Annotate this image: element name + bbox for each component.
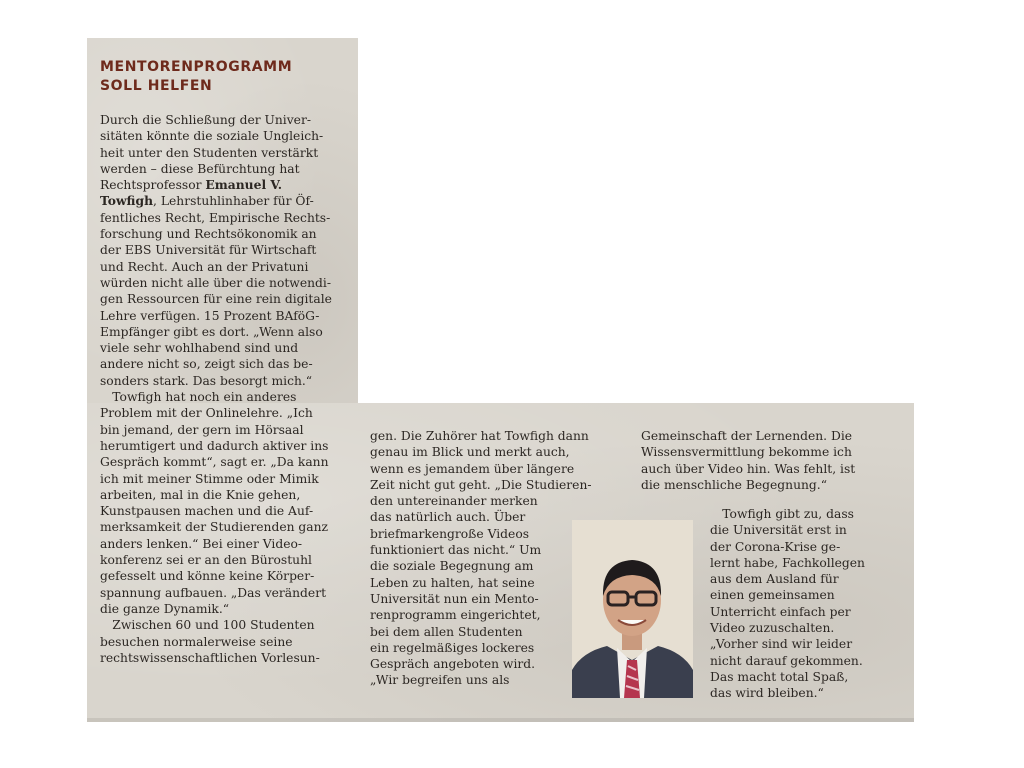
text-line: forschung und Rechtsökonomik an — [100, 227, 317, 242]
text-line: die soziale Begegnung am — [370, 559, 534, 574]
text-line: Kunstpausen machen und die Auf- — [100, 504, 314, 519]
text-line: Unterricht einfach per — [710, 604, 851, 619]
text-line: Empfänger gibt es dort. „Wenn also — [100, 324, 323, 339]
heading-line: MENTORENPROGRAMM — [100, 59, 293, 75]
text-line: das wird bleiben.“ — [710, 686, 824, 701]
article-heading — [100, 58, 350, 96]
text-line: werden – diese Befürchtung hat — [100, 161, 300, 176]
text-line: „Vorher sind wir leider — [710, 637, 853, 652]
text-line: herumtigert und dadurch aktiver ins — [100, 438, 329, 453]
text-line: Rechtsprofessor Emanuel V. — [100, 177, 283, 193]
text-line: aus dem Ausland für — [710, 572, 839, 587]
text-line: „Wir begreifen uns als — [370, 673, 510, 688]
text-column-3 — [641, 428, 881, 493]
text-line: rechtswissenschaftlichen Vorlesun- — [100, 650, 320, 665]
text-line: ich mit meiner Stimme oder Mimik — [100, 471, 319, 486]
text-line: funktioniert das nicht.“ Um — [370, 543, 542, 558]
text-line: briefmarkengroße Videos — [370, 526, 530, 541]
text-line: gen. Die Zuhörer hat Towfigh dann — [370, 429, 589, 443]
text-line: andere nicht so, zeigt sich das be- — [100, 357, 313, 372]
text-line: Towfigh gibt zu, dass — [710, 507, 854, 521]
text-line: der EBS Universität für Wirtschaft — [100, 243, 317, 258]
text-line: Zeit nicht gut geht. „Die Studieren- — [370, 477, 592, 492]
text-line: renprogramm eingerichtet, — [370, 608, 541, 623]
text-line: Gespräch angeboten wird. — [370, 657, 536, 672]
text-line: auch über Video hin. Was fehlt, ist — [641, 461, 856, 476]
text-line: ein regelmäßiges lockeres — [370, 640, 535, 655]
text-line: gen Ressourcen für eine rein digitale — [100, 292, 332, 307]
portrait-illustration — [572, 520, 693, 698]
text-column-1 — [100, 112, 348, 666]
text-line: das natürlich auch. Über — [370, 510, 526, 525]
text-line: Towfigh, Lehrstuhlinhaber für Öf- — [100, 193, 314, 209]
text-line: Wissensvermittlung bekomme ich — [641, 445, 852, 460]
text-line: viele sehr wohlhabend sind und — [100, 341, 299, 356]
text-line: nicht darauf gekommen. — [710, 653, 863, 668]
text-line: bei dem allen Studenten — [370, 624, 523, 639]
text-line: anders lenken.“ Bei einer Video- — [100, 536, 303, 551]
text-line: Zwischen 60 und 100 Studenten — [100, 618, 315, 633]
text-line: und Recht. Auch an der Privatuni — [100, 259, 309, 274]
text-line: die menschliche Begegnung.“ — [641, 477, 827, 492]
text-line: gefesselt und könne keine Körper- — [100, 569, 315, 584]
text-line: Universität nun ein Mento- — [370, 591, 539, 606]
text-line: genau im Blick und merkt auch, — [370, 445, 570, 460]
text-line: Lehre verfügen. 15 Prozent BAföG- — [100, 308, 320, 323]
text-line: arbeiten, mal in die Knie gehen, — [100, 487, 301, 502]
text-line: Durch die Schließung der Univer- — [100, 113, 311, 127]
text-line: die ganze Dynamik.“ — [100, 601, 230, 616]
text-line: einen gemeinsamen — [710, 588, 835, 603]
text-line: wenn es jemandem über längere — [370, 461, 575, 476]
text-line: Gemeinschaft der Lernenden. Die — [641, 429, 853, 443]
text-line: besuchen normalerweise seine — [100, 634, 293, 649]
text-line: konferenz sei er an den Bürostuhl — [100, 553, 312, 568]
text-line: sonders stark. Das besorgt mich.“ — [100, 373, 313, 388]
text-line: Leben zu halten, hat seine — [370, 575, 535, 590]
text-line: bin jemand, der gern im Hörsaal — [100, 422, 304, 437]
text-column-3-continued — [710, 506, 890, 702]
text-line: merksamkeit der Studierenden ganz — [100, 520, 329, 535]
text-line: Video zuzuschalten. — [710, 621, 835, 636]
text-line: würden nicht alle über die notwendi- — [100, 275, 331, 290]
text-line: Problem mit der Onlinelehre. „Ich — [100, 406, 313, 421]
text-line: der Corona-Krise ge- — [710, 539, 841, 554]
text-line: die Universität erst in — [710, 523, 847, 538]
heading-line: SOLL HELFEN — [100, 78, 213, 94]
text-line: sitäten könnte die soziale Ungleich- — [100, 129, 324, 144]
clipping-edge-shadow — [87, 718, 914, 722]
text-line: den untereinander merken — [370, 494, 538, 509]
text-line: heit unter den Studenten verstärkt — [100, 145, 319, 160]
portrait-photo — [572, 520, 693, 698]
text-line: Das macht total Spaß, — [710, 669, 849, 684]
text-line: Towfigh hat noch ein anderes — [100, 390, 297, 405]
text-line: fentliches Recht, Empirische Rechts- — [100, 210, 331, 225]
text-line: lernt habe, Fachkollegen — [710, 555, 865, 570]
text-line: Gespräch kommt“, sagt er. „Da kann — [100, 455, 329, 470]
text-line: spannung aufbauen. „Das verändert — [100, 585, 327, 600]
